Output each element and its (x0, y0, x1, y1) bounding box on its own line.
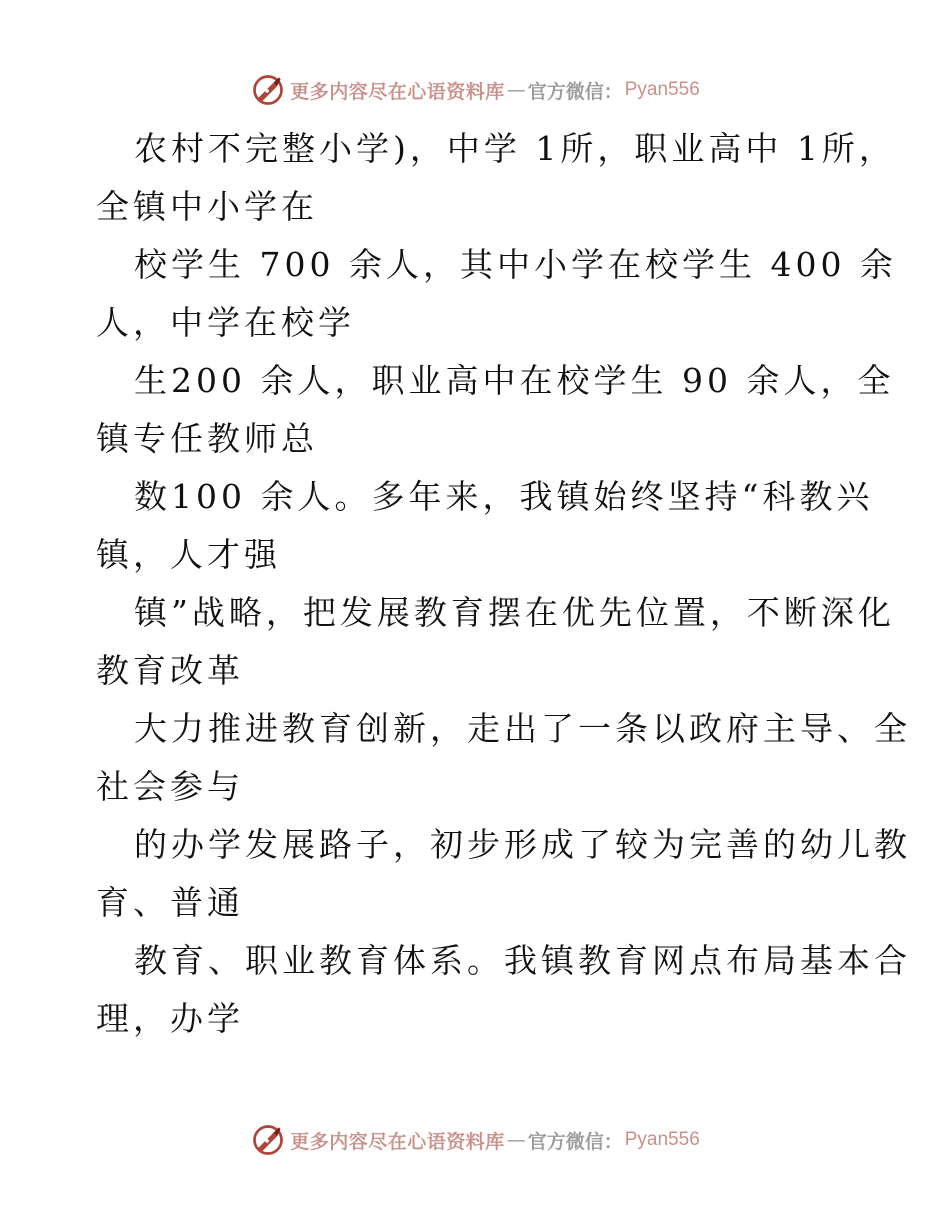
text-line: 农村不完整小学)，中学 1所，职业高中 1所， (134, 129, 896, 168)
header-banner (0, 70, 950, 110)
text-line: 镇专任教师总 (96, 419, 318, 458)
banner-dash: — (506, 79, 526, 101)
document-body (96, 120, 911, 1048)
banner-text: 更多内容尽在心语资料库 (290, 80, 505, 103)
banner-wechat-id: Pyan556 (624, 1129, 700, 1150)
banner-wechat-label: 官方微信： (527, 1130, 623, 1153)
text-line: 镇，人才强 (96, 535, 281, 574)
text-line: 育、普通 (96, 883, 244, 922)
pen-logo-icon (250, 72, 286, 108)
text-line: 社会参与 (96, 767, 244, 806)
banner-dash: — (506, 1129, 526, 1151)
banner-text: 更多内容尽在心语资料库 (290, 1130, 505, 1153)
text-line: 教育改革 (96, 651, 244, 690)
banner-wechat-id: Pyan556 (624, 79, 700, 100)
text-line: 全镇中小学在 (96, 187, 318, 226)
footer-banner (0, 1120, 950, 1160)
text-line: 镇”战略，把发展教育摆在优先位置，不断深化 (134, 593, 895, 632)
text-line: 校学生 700 余人，其中小学在校学生 400 余 (134, 245, 897, 284)
text-line: 的办学发展路子，初步形成了较为完善的幼儿教 (134, 825, 911, 864)
text-line: 数100 余人。多年来，我镇始终坚持“科教兴 (134, 477, 874, 516)
text-line: 教育、职业教育体系。我镇教育网点布局基本合 (134, 941, 911, 980)
banner-wechat-label: 官方微信： (527, 80, 623, 103)
text-line: 大力推进教育创新，走出了一条以政府主导、全 (134, 709, 911, 748)
text-line: 生200 余人，职业高中在校学生 90 余人，全 (134, 361, 895, 400)
text-line: 人，中学在校学 (96, 303, 355, 342)
text-line: 理，办学 (96, 999, 244, 1038)
pen-logo-icon (250, 1122, 286, 1158)
